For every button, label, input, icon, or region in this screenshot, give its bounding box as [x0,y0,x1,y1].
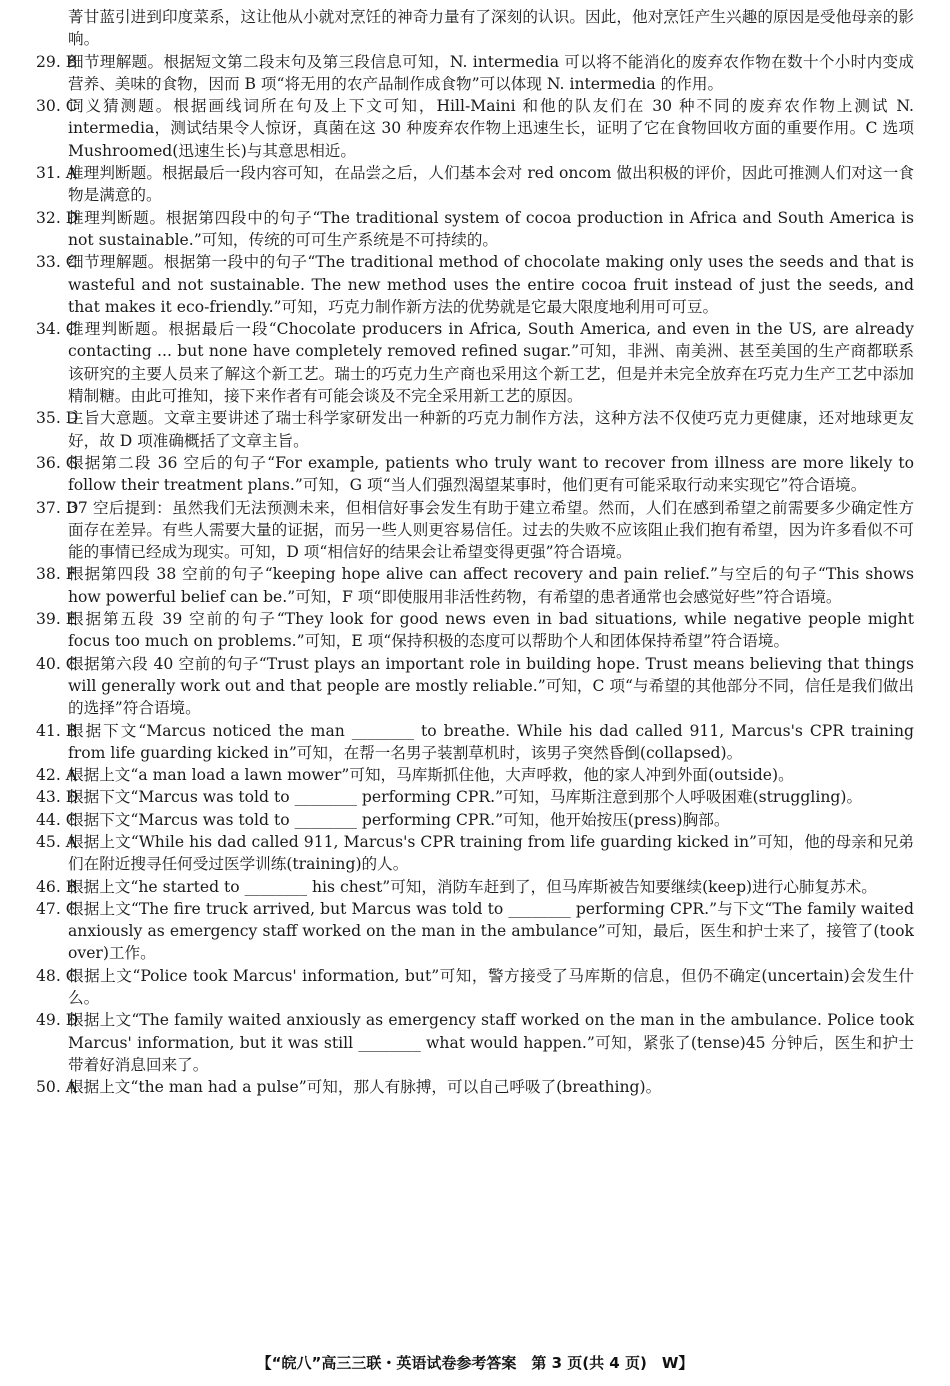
answer-number: 39. E [36,610,78,629]
answer-number: 49. D [36,1011,79,1030]
answer-explanation: 根据上文“he started to ________ his chest”可知，消防车赶到了，但马库斯被告知要继续(keep)进行心肺复苏术。 [68,877,877,896]
answer-item-32 [36,207,914,252]
answer-item-39 [36,608,914,653]
answer-number: 30. C [36,97,78,116]
answer-item-43 [36,786,914,808]
answer-item-38 [36,563,914,608]
answer-item-47 [36,898,914,965]
answer-explanation: 根据下文“Marcus noticed the man ________ to breathe. While his dad called 911, Marcus's CPR training from life guarding kicked in”可知，在帮一名男子装割草机时，该男子突然昏倒(collapsed)。 [68,721,914,762]
answer-explanation: 根据上文“The family waited anxiously as emergency staff worked on the man in the ambulance. Police took Marcus' information, but it was still ________ what would happen.”可知，紧张了(tense)45 分钟后，医生和护士带着好消息回来了。 [68,1011,915,1074]
answer-number: 35. D [36,409,79,428]
answer-item-49 [36,1009,914,1076]
answer-item-30 [36,95,914,162]
answer-item-44 [36,809,914,831]
answer-number: 43. D [36,788,79,807]
answer-explanation: 根据上文“the man had a pulse”可知，那人有脉搏，可以自己呼吸了(breathing)。 [68,1078,662,1097]
answer-number: 31. A [36,164,78,183]
answer-number: 42. A [36,766,78,785]
answer-explanation: 主旨大意题。文章主要讲述了瑞士科学家研发出一种新的巧克力制作方法，这种方法不仅使巧克力更健康，还对地球更友好，故 D 项准确概括了文章主旨。 [68,409,914,450]
answer-item-31 [36,162,914,207]
answer-explanation: 词义猜测题。根据画线词所在句及上下文可知，Hill-Maini 和他的队友们在 30 种不同的废弃农作物上测试 N. intermedia，测试结果令人惊讶，真菌在这 30 种废弃农作物上迅速生长，证明了它在食物回收方面的重要作用。C 选项 Mushroomed(迅速生长)与其意思相近。 [68,97,914,160]
answer-explanation: 推理判断题。根据最后一段内容可知，在品尝之后，人们基本会对 red oncom 做出积极的评价，因此可推测人们对这一食物是满意的。 [68,164,914,205]
answer-item-40 [36,653,914,720]
answer-number: 33. C [36,253,78,272]
answer-list [36,6,914,1099]
answer-number: 45. A [36,832,78,851]
answer-explanation: 细节理解题。根据短文第二段末句及第三段信息可知，N. intermedia 可以将不能消化的废弃农作物在数十个小时内变成营养、美味的食物，因而 B 项“将无用的农产品制作成食物”可以体现 N. intermedia 的作用。 [68,52,914,93]
answer-number: 48. C [36,966,78,985]
answer-number: 44. C [36,810,78,829]
answer-number: 32. D [36,208,79,227]
answer-explanation: 37 空后提到：虽然我们无法预测未来，但相信好事会发生有助于建立希望。然而，人们在感到希望之前需要多少确定性方面存在差异。有些人需要大量的证据，而另一些人则更容易信任。过去的失败不应该阻止我们抱有希望，因为许多看似不可能的事情已经成为现实。可知，D 项“相信好的结果会让希望变得更强”符合语境。 [68,498,914,562]
answer-number: 37. D [36,498,79,517]
answer-item-33 [36,251,914,318]
answer-explanation: 根据第二段 36 空后的句子“For example, patients who truly want to recover from illness are more likely to follow their treatment plans.”可知，G 项“当人们强烈渴望某事时，他们更有可能采取行动来实现它”符合语境。 [68,453,914,495]
answer-item-29 [36,51,914,96]
answer-number: 38. F [36,565,77,584]
page-footer: 【“皖八”高三三联・英语试卷参考答案 第 3 页(共 4 页) W】 [256,1354,694,1372]
intro-paragraph: 菁甘蓝引进到印度菜系，这让他从小就对烹饪的神奇力量有了深刻的认识。因此，他对烹饪产生兴趣的原因是受他母亲的影响。 [68,8,914,49]
answer-explanation: 根据下文“Marcus was told to ________ performing CPR.”可知，他开始按压(press)胸部。 [68,810,730,829]
answer-number: 36. G [36,453,79,472]
answer-item-45 [36,831,914,876]
answer-explanation: 根据上文“a man load a lawn mower”可知，马库斯抓住他，大声呼救，他的家人冲到外面(outside)。 [68,766,794,785]
answer-item-36 [36,452,914,497]
answer-explanation: 根据上文“Police took Marcus' information, but”可知，警方接受了马库斯的信息，但仍不确定(uncertain)会发生什么。 [68,966,914,1008]
answer-explanation: 根据第五段 39 空前的句子“They look for good news even in bad situations, while negative people might focus too much on problems.”可知，E 项“保持积极的态度可以帮助个人和团体保持希望”符合语境。 [68,610,914,651]
answer-explanation: 根据上文“The fire truck arrived, but Marcus was told to ________ performing CPR.”与下文“The family waited anxiously as emergency staff worked on the man in the ambulance”可知，最后，医生和护士来了，接管了(took over)工作。 [68,899,914,963]
answer-explanation: 细节理解题。根据第一段中的句子“The traditional method of chocolate making only uses the seeds and that is wasteful and not sustainable. The new method uses the entire cocoa fruit instead of just the seeds, and that makes it eco-friendly.”可知，巧克力制作新方法的优势就是它最大限度地利用可可豆。 [68,253,914,316]
answer-number: 46. B [36,877,78,896]
answer-explanation: 推理判断题。根据第四段中的句子“The traditional system of cocoa production in Africa and South America is not sustainable.”可知，传统的可可生产系统是不可持续的。 [68,208,914,249]
answer-item-46 [36,876,914,898]
answer-item-37 [36,497,914,564]
answer-number: 34. C [36,320,78,339]
answer-explanation: 根据第六段 40 空前的句子“Trust plays an important role in building hope. Trust means believing that things will generally work out and that people are mostly reliable.”可知，C 项“与希望的其他部分不同，信任是我们做出的选择”符合语境。 [68,654,914,718]
answer-item-34 [36,318,914,407]
answer-item-35 [36,407,914,452]
answer-item-50 [36,1076,914,1098]
answer-number: 50. A [36,1078,78,1097]
answer-number: 29. B [36,52,78,71]
answer-number: 40. C [36,654,78,673]
answer-item-42 [36,764,914,786]
answer-explanation: 根据上文“While his dad called 911, Marcus's CPR training from life guarding kicked in”可知，他的母亲和兄弟们在附近搜寻任何受过医学训练(training)的人。 [68,832,914,874]
answer-item-41 [36,720,914,765]
answer-number: 41. B [36,721,78,740]
answer-explanation: 推理判断题。根据最后一段“Chocolate producers in Africa, South America, and even in the US, are already contacting ... but none have completely removed refined sugar.”可知，非洲、南美洲、甚至美国的生产商都联系该研究的主要人员来了解这个新工艺。瑞士的巧克力生产商也采用这个新工艺，但是并未完全放弃在巧克力生产工艺中添加精制糖。由此可推知，接下来作者有可能会谈及不完全采用新工艺的原因。 [68,320,914,406]
answer-explanation: 根据第四段 38 空前的句子“keeping hope alive can affect recovery and pain relief.”与空后的句子“This shows how powerful belief can be.”可知，F 项“即使服用非活性药物，有希望的患者通常也会感觉好些”符合语境。 [68,565,914,606]
answer-item-48 [36,965,914,1010]
answer-number: 47. C [36,899,78,918]
answer-explanation: 根据下文“Marcus was told to ________ performing CPR.”可知，马库斯注意到那个人呼吸困难(struggling)。 [68,788,863,807]
